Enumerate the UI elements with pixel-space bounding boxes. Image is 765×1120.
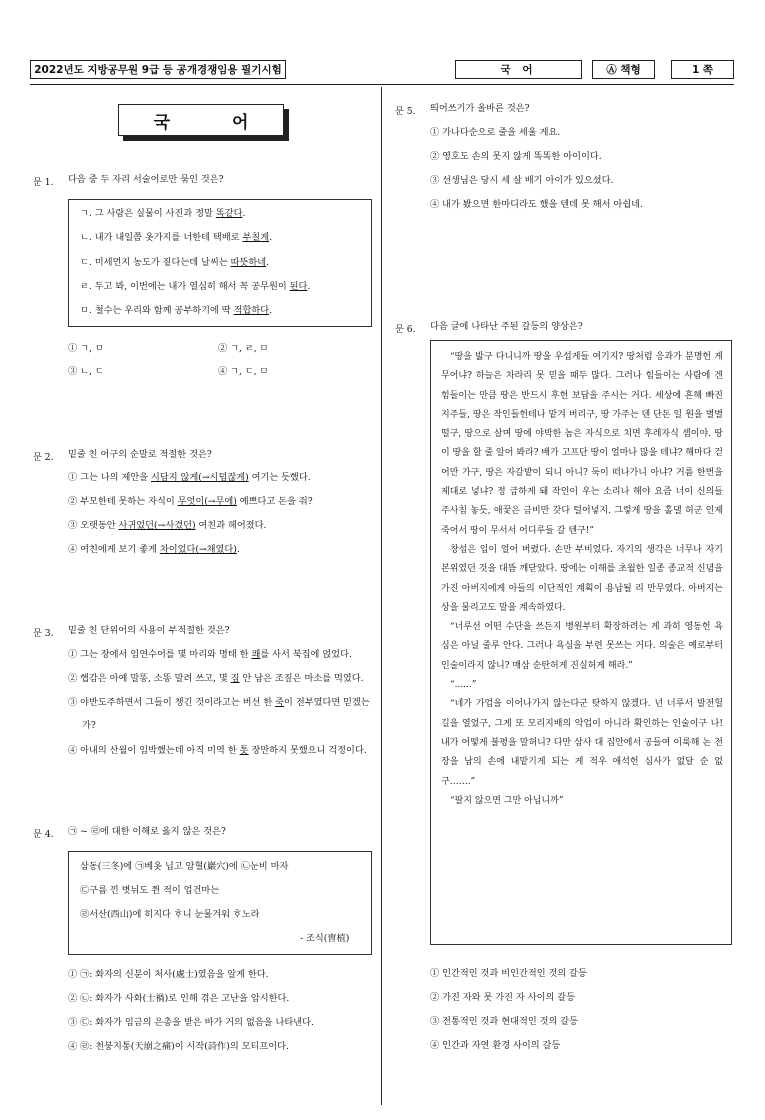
option[interactable]: ③ ㄴ, ㄷ [68, 366, 104, 377]
passage-paragraph: 창섭은 입이 얼어 버렸다. 손만 부비었다. 자기의 생각은 너무나 자기 본위였던 것을 대뜸 깨닫았다. 땅에는 이해를 초월한 일종 종교적 신념을 가진 아버지에게 아들의 이단적인 계획이 용납될 리 만무였다. 아버지는 상을 물리고도 말을 계속하였다. [441, 544, 723, 613]
option[interactable]: ④ 인간과 자연 환경 사이의 갈등 [430, 1040, 561, 1051]
column-divider [381, 87, 382, 1105]
poem-author: - 조식(曺植) [300, 933, 350, 944]
box-item: ㄹ. 두고 봐, 이번에는 내가 열심히 해서 꼭 공무원이 된다. [80, 281, 311, 292]
question-number: 문 2. [33, 452, 54, 463]
subject-title: 국 어 [118, 104, 284, 136]
option[interactable]: ② 영호도 손의 못지 않게 똑똑한 아이이다. [430, 151, 602, 162]
passage-paragraph: “네가 가업을 이어나가지 않는다군 탓하지 않겠다. 넌 너루서 발전헐 길을 열었구, 그게 또 모리지배의 악업이 아니라 확인하는 인술이구 나! 내가 어떻게 불평을 말허니? 다만 삼사 대 집안에서 공들여 이룩해 논 전장을 남의 손에 내맡기게 되는 게 적우 애석헌 심사가 없달 순 없구…….” [441, 699, 723, 787]
option[interactable]: ① 가나다순으로 줄을 세울 게요. [430, 127, 561, 138]
passage-paragraph: “땅을 밟구 다니니까 땅을 우섭게들 여기지? 땅처럼 응과가 분명헌 게 무어냐? 하늘은 차라리 못 믿을 때두 많다. 그러나 힘들이는 사람에 겐 힘들이는 만큼 땅은 반드시 후헌 보답을 주시는 거다. 세상에 흔해 빠진 지주들, 땅은 작인들헌테나 맡겨 버리구, 땅 가주는 덴 단돈 일 원을 별별 떨구, 땅으로 살며 땅에 야박한 놈은 자식으로 치면 후레자식 셈이야. 땅이 땅을 할 줄 알어 봐라? 배가 고프단 땅이 얼마나 많을 테냐? 해마다 걷어만 가구, 땅은 자갈밭이 되니 아니? 둑이 떠나가니 아냐? 거름 한번을 제대로 넣냐? 정 급하게 돼 작인이 우는 소리나 해야 요즘 너이 신의들 주사침 놓듯, 애꿎은 금비만 갖다 털어넣지. 그렇게 땅을 홀댈 허군 인제 죽어서 땅이 무서서 어디루들 갈 텐구!” [441, 352, 723, 536]
question-number: 문 4. [33, 829, 54, 840]
option[interactable]: ④ 아내의 산월이 임박했는데 아직 미역 한 톳 장만하지 못했으니 걱정이다. [68, 745, 367, 756]
box-item: ㅁ. 철수는 우리와 함께 공부하기에 딱 적합하다. [80, 305, 273, 316]
question-stem: ㉠ ~ ㉣에 대한 이해로 옳지 않은 것은? [68, 826, 226, 837]
page-number: 1 쪽 [671, 60, 734, 79]
question-number: 문 1. [33, 177, 54, 188]
option[interactable]: ④ ㄱ, ㄷ, ㅁ [218, 366, 269, 377]
option[interactable]: ④ ㉣: 천붕지통(天崩之痛)이 시작(詩作)의 모티프이다. [68, 1041, 289, 1052]
question-number: 문 6. [395, 324, 416, 335]
question-number: 문 5. [395, 106, 416, 117]
poem-line: ㉣서산(西山)에 히지다 ᄒᆞ니 눈물겨워 ᄒᆞ노라 [80, 909, 260, 920]
option[interactable]: ② ㄱ, ㄹ, ㅁ [218, 343, 269, 354]
passage-paragraph: “......” [450, 680, 477, 691]
option[interactable]: ② 가진 자와 못 가진 자 사이의 갈등 [430, 992, 576, 1003]
option[interactable]: ③ 야반도주하면서 그들이 챙긴 것이라고는 버선 한 죽이 전부였다면 믿겠는 [68, 697, 370, 708]
option[interactable]: ③ ㉢: 화자가 임금의 은총을 받은 바가 거의 없음을 나타낸다. [68, 1017, 314, 1028]
booklet-type: Ⓐ 책형 [592, 60, 655, 79]
poem-line: 삼동(三冬)에 ㉠베옷 닙고 암혈(巖穴)에 ㉡눈비 마자 [80, 861, 289, 872]
box-item: ㄴ. 내가 내일쯤 옷가지를 너한테 택배로 부칠게. [80, 232, 273, 243]
question-stem: 띄어쓰기가 올바른 것은? [430, 103, 530, 114]
exam-title: 2022년도 지방공무원 9급 등 공개경쟁임용 필기시험 [30, 60, 286, 79]
option[interactable]: ② ㉡: 화자가 사화(士禍)로 인해 겪은 고난을 암시한다. [68, 993, 290, 1004]
option[interactable]: ① 그는 나의 제안을 시답지 않게(→시덥잖게) 여기는 듯했다. [68, 472, 311, 483]
option[interactable]: ④ 여친에게 보기 좋게 차이었다(→채였다). [68, 544, 240, 555]
question-stem: 밑줄 친 단위어의 사용이 부적절한 것은? [68, 625, 230, 636]
option[interactable]: ③ 오랫동안 사귀었던(→사겼던) 여친과 헤어졌다. [68, 520, 267, 531]
option[interactable]: ① 인간적인 것과 비인간적인 것의 갈등 [430, 968, 587, 979]
option[interactable]: ① 그는 장에서 임연수어를 몇 마리와 명태 한 쾌를 사서 북집에 얹었다. [68, 649, 352, 660]
option[interactable]: ① ㉠: 화자의 신분이 처사(處士)였음을 알게 한다. [68, 969, 269, 980]
option[interactable]: ② 부모한테 못하는 자식이 무엇이(→무에) 예쁘다고 돈을 줘? [68, 496, 313, 507]
subject-label: 국 어 [455, 60, 582, 79]
question-stem: 다음 중 두 자리 서술어로만 묶인 것은? [68, 174, 224, 185]
reading-passage [430, 340, 732, 945]
option-continuation: 가? [82, 720, 96, 731]
option[interactable]: ③ 선생님은 당시 세 살 배기 아이가 있으셨다. [430, 175, 614, 186]
question-stem: 밑줄 친 어구의 순말로 적절한 것은? [68, 449, 212, 460]
box-item: ㄱ. 그 사람은 실물이 사진과 정말 똑같다. [80, 208, 246, 219]
option[interactable]: ② 햅감은 아예 말똥, 소똥 말려 쓰고, 몇 짐 안 남은 조짚은 마소를 먹였다. [68, 673, 364, 684]
question-number: 문 3. [33, 628, 54, 639]
option[interactable]: ④ 내가 봤으면 한마디라도 했을 텐데 못 해서 아쉽네. [430, 199, 643, 210]
question-stem: 다음 글에 나타난 주된 갈등의 양상은? [430, 321, 583, 332]
option[interactable]: ③ 전통적인 것과 현대적인 것의 갈등 [430, 1016, 579, 1027]
passage-paragraph: “너루선 어떤 수단을 쓰든지 병원부터 확장하려는 게 과히 영동헌 욕심은 아닐 줄루 안다. 그러나 욕심을 부련 못쓰는 거다. 의술은 예로부터 인술이라지 않니? 매삼 순탄허게 진실허게 해라.” [441, 622, 723, 671]
option[interactable]: ① ㄱ, ㅁ [68, 343, 104, 354]
passage-paragraph: “팔지 않으면 그만 아닙니까” [450, 795, 564, 806]
header-divider [30, 84, 734, 85]
poem-line: ㉢구름 낀 볏뉘도 쮠 적이 업건마는 [80, 885, 220, 896]
box-item: ㄷ. 미세먼지 농도가 짙다는데 날씨는 따뜻하네. [80, 257, 270, 268]
